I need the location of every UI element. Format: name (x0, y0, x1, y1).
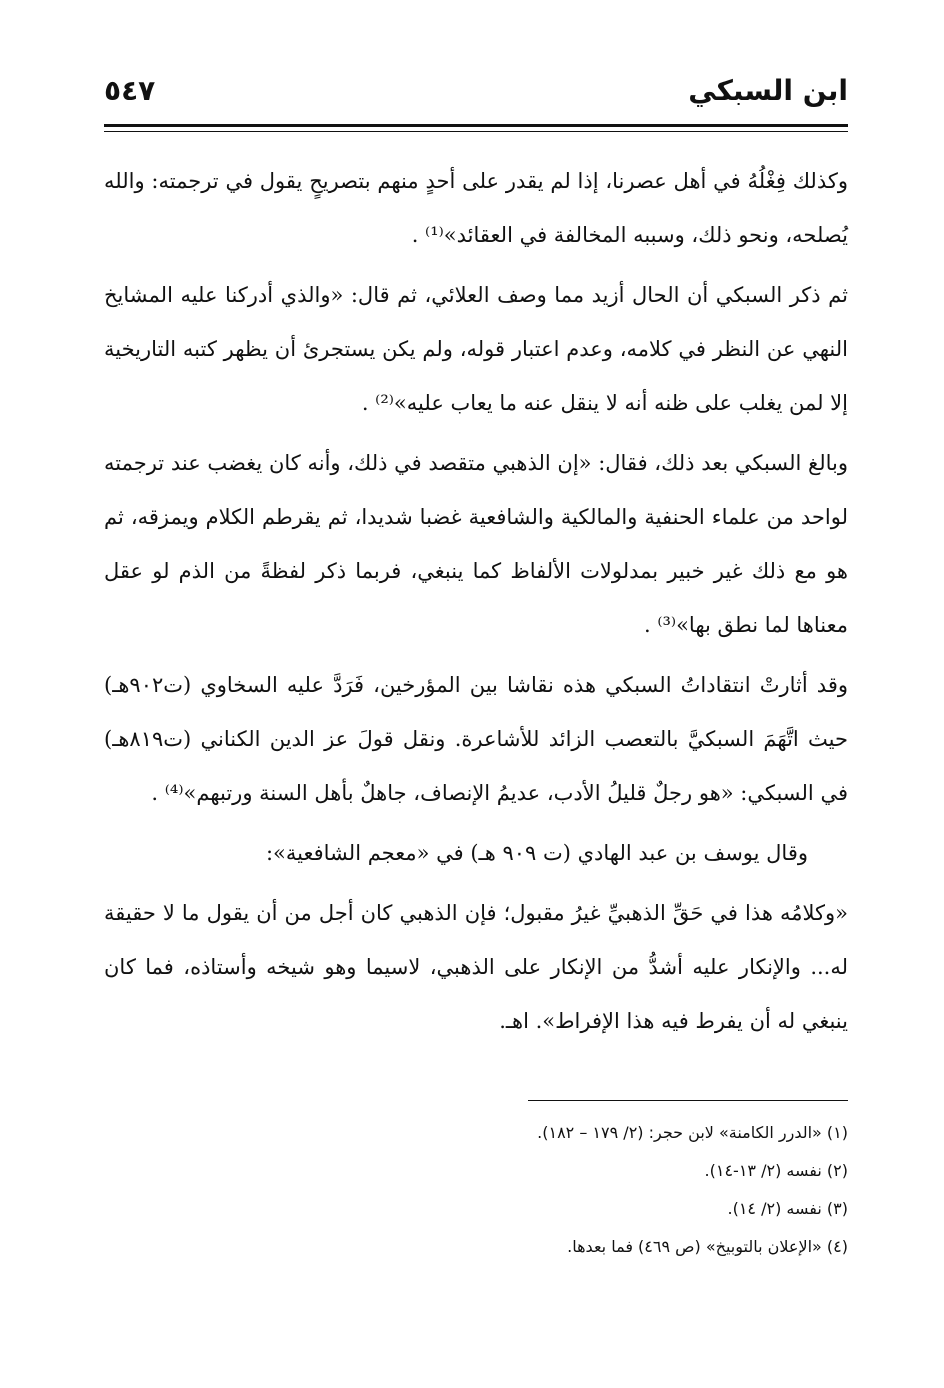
footnotes (104, 1114, 848, 1266)
header-rule-thick (104, 124, 848, 127)
block-quote: «وكلامُه هذا في حَقِّ الذهبيِّ غيرُ مقبول؛ فإن الذهبي كان أجل من أن يقول ما لا حقيقة له... والإنكار عليه أشدُّ من الإنكار على الذهبي، لاسيما وهو شيخه وأستاذه، فما كان ينبغي له أن يفرط فيه هذا الإفراط». اهـ. (104, 901, 848, 1033)
footnote-separator (528, 1100, 848, 1101)
paragraph: ثم ذكر السبكي أن الحال أزيد مما وصف العلائي، ثم قال: «والذي أدركنا عليه المشايخ النهي عن النظر في كلامه، وعدم اعتبار قوله، ولم يكن يستجرئ أن يظهر كتبه التاريخية إلا لمن يغلب على ظنه أنه لا ينقل عنه ما يعاب عليه»⁽²⁾ . (104, 283, 848, 415)
footnote: (١) «الدرر الكامنة» لابن حجر: (٢/ ١٧٩ – ١٨٢). (537, 1123, 848, 1142)
main-text (104, 154, 848, 1054)
paragraph: وكذلك فِغْلُهُ في أهل عصرنا، إذا لم يقدر على أحدٍ منهم بتصريحٍ يقول في ترجمته: والله يُصلحه، ونحو ذلك، وسببه المخالفة في العقائد»⁽¹⁾ . (104, 169, 848, 247)
page-number: ٥٤٧ (104, 74, 156, 107)
paragraph: وبالغ السبكي بعد ذلك، فقال: «إن الذهبي متقصد في ذلك، وأنه كان يغضب عند ترجمته لواحد من علماء الحنفية والمالكية والشافعية غضبا شديدا، ثم يقرطم الكلام ويمزقه، ثم هو مع ذلك غير خبير بمدلولات الألفاظ كما ينبغي، فربما ذكر لفظةً من الذم لو عقل معناها لما نطق بها»⁽³⁾ . (104, 451, 848, 637)
header-rule-thin (104, 131, 848, 132)
paragraph: وقد أثارتْ انتقاداتُ السبكي هذه نقاشا بين المؤرخين، فَرَدَّ عليه السخاوي (ت٩٠٢هـ) حيث اتَّهَمَ السبكيَّ بالتعصب الزائد للأشاعرة. ونقل قولَ عز الدين الكناني (ت٨١٩هـ) في السبكي: «هو رجلٌ قليلُ الأدب، عديمُ الإنصاف، جاهلٌ بأهل السنة ورتبهم»⁽⁴⁾ . (104, 673, 848, 805)
quote-intro: وقال يوسف بن عبد الهادي (ت ٩٠٩ هـ) في «معجم الشافعية»: (265, 841, 808, 865)
page-header (104, 70, 848, 120)
running-title: ابن السبكي (688, 74, 848, 107)
footnote: (٤) «الإعلان بالتوبيخ» (ص ٤٦٩) فما بعدها. (567, 1237, 848, 1256)
footnote: (٣) نفسه (٢/ ١٤). (727, 1199, 848, 1218)
footnote: (٢) نفسه (٢/ ١٣-١٤). (704, 1161, 848, 1180)
